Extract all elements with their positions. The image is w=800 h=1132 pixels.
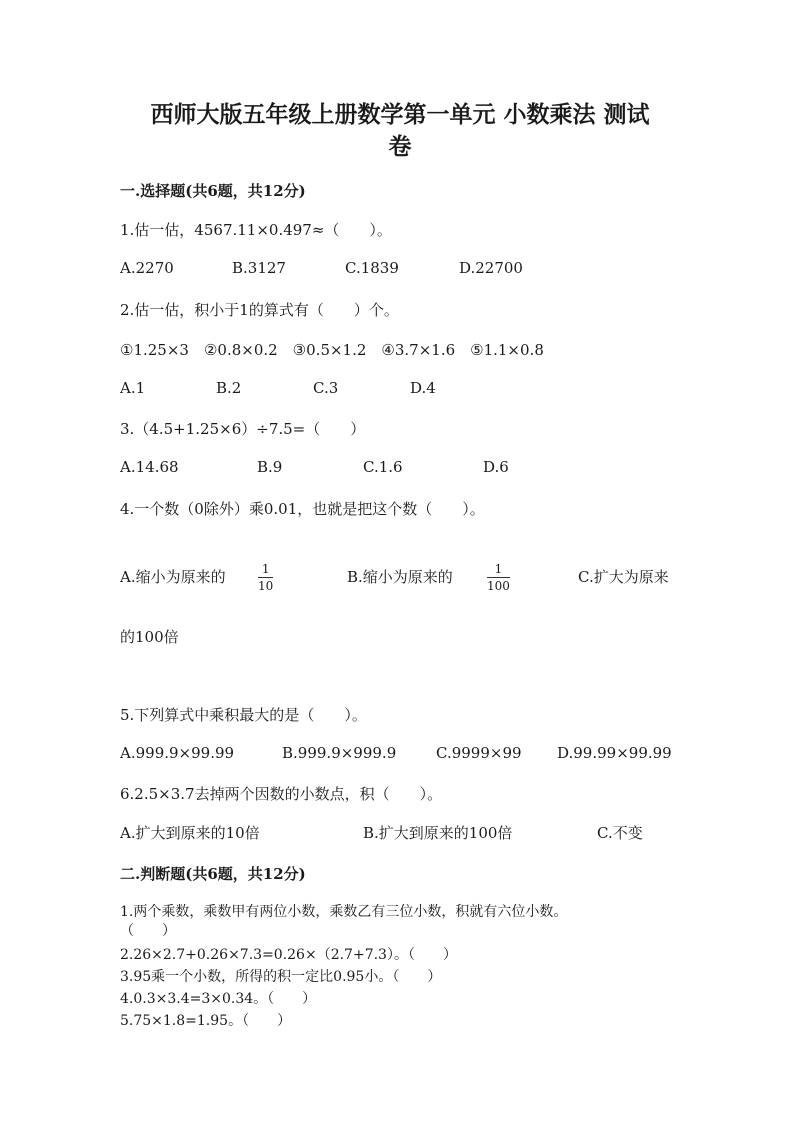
q3-option-d: D.6 [483, 458, 509, 476]
question-1: 1.估一估，4567.11×0.497≈（ ）。 [120, 221, 392, 239]
fraction-denominator: 100 [487, 579, 510, 593]
q3-option-a: A.14.68 [120, 458, 179, 476]
q5-option-a: A.999.9×99.99 [120, 744, 235, 762]
question-2: 2.估一估，积小于1的算式有（ ）个。 [120, 301, 399, 319]
q4-option-b: B.缩小为原来的 [347, 568, 453, 586]
q1-option-c: C.1839 [345, 259, 399, 277]
fraction-bar [258, 577, 273, 578]
q3-option-b: B.9 [257, 458, 283, 476]
q5-option-c: C.9999×99 [436, 744, 522, 762]
q1-option-d: D.22700 [459, 259, 523, 277]
q2-option-b: B.2 [216, 379, 242, 397]
question-3: 3.（4.5+1.25×6）÷7.5=（ ） [120, 420, 366, 438]
judgment-item-3: 3.95乘一个小数，所得的积一定比0.95小。（ ） [120, 969, 442, 985]
question-6: 6.2.5×3.7去掉两个因数的小数点，积（ ）。 [120, 785, 443, 803]
question-4: 4.一个数（0除外）乘0.01，也就是把这个数（ ）。 [120, 500, 485, 518]
q1-option-a: A.2270 [120, 259, 174, 277]
judgment-item-4: 4.0.3×3.4=3×0.34。（ ） [120, 991, 317, 1007]
judgment-item-5: 5.75×1.8=1.95。（ ） [120, 1013, 292, 1029]
section-heading-judgment: 二.判断题(共6题，共12分) [120, 865, 306, 883]
judgment-item-1-bracket: （ ） [120, 923, 176, 939]
q2-option-d: D.4 [410, 379, 436, 397]
q4-option-c: C.扩大为原来 [578, 568, 669, 586]
judgment-item-1: 1.两个乘数，乘数甲有两位小数，乘数乙有三位小数，积就有六位小数。 [120, 904, 568, 920]
q3-option-c: C.1.6 [363, 458, 403, 476]
q4-fraction-b [487, 562, 510, 593]
fraction-numerator: 1 [261, 562, 270, 576]
q5-option-d: D.99.99×99.99 [557, 744, 672, 762]
q6-option-b: B.扩大到原来的100倍 [363, 824, 513, 842]
q2-option-a: A.1 [120, 379, 146, 397]
judgment-item-2: 2.26×2.7+0.26×7.3=0.26×（2.7+7.3）。（ ） [120, 947, 457, 963]
title-line-1: 西师大版五年级上册数学第一单元 小数乘法 测试 [150, 101, 650, 128]
fraction-bar [487, 577, 510, 578]
q5-option-b: B.999.9×999.9 [282, 744, 397, 762]
q4-fraction-a [258, 562, 273, 593]
q4-option-a: A.缩小为原来的 [120, 568, 226, 586]
title-line-2: 卷 [388, 133, 412, 160]
q6-option-a: A.扩大到原来的10倍 [120, 824, 260, 842]
question-5: 5.下列算式中乘积最大的是（ ）。 [120, 706, 367, 724]
q2-option-c: C.3 [313, 379, 339, 397]
fraction-numerator: 1 [494, 562, 503, 576]
q1-option-b: B.3127 [232, 259, 286, 277]
q2-expressions: ①1.25×3 ②0.8×0.2 ③0.5×1.2 ④3.7×1.6 ⑤1.1×0.8 [120, 341, 544, 359]
q6-option-c: C.不变 [597, 824, 643, 842]
q4-option-c-continuation: 的100倍 [120, 628, 179, 646]
section-heading-choice: 一.选择题(共6题，共12分) [120, 182, 306, 200]
fraction-denominator: 10 [258, 579, 274, 593]
